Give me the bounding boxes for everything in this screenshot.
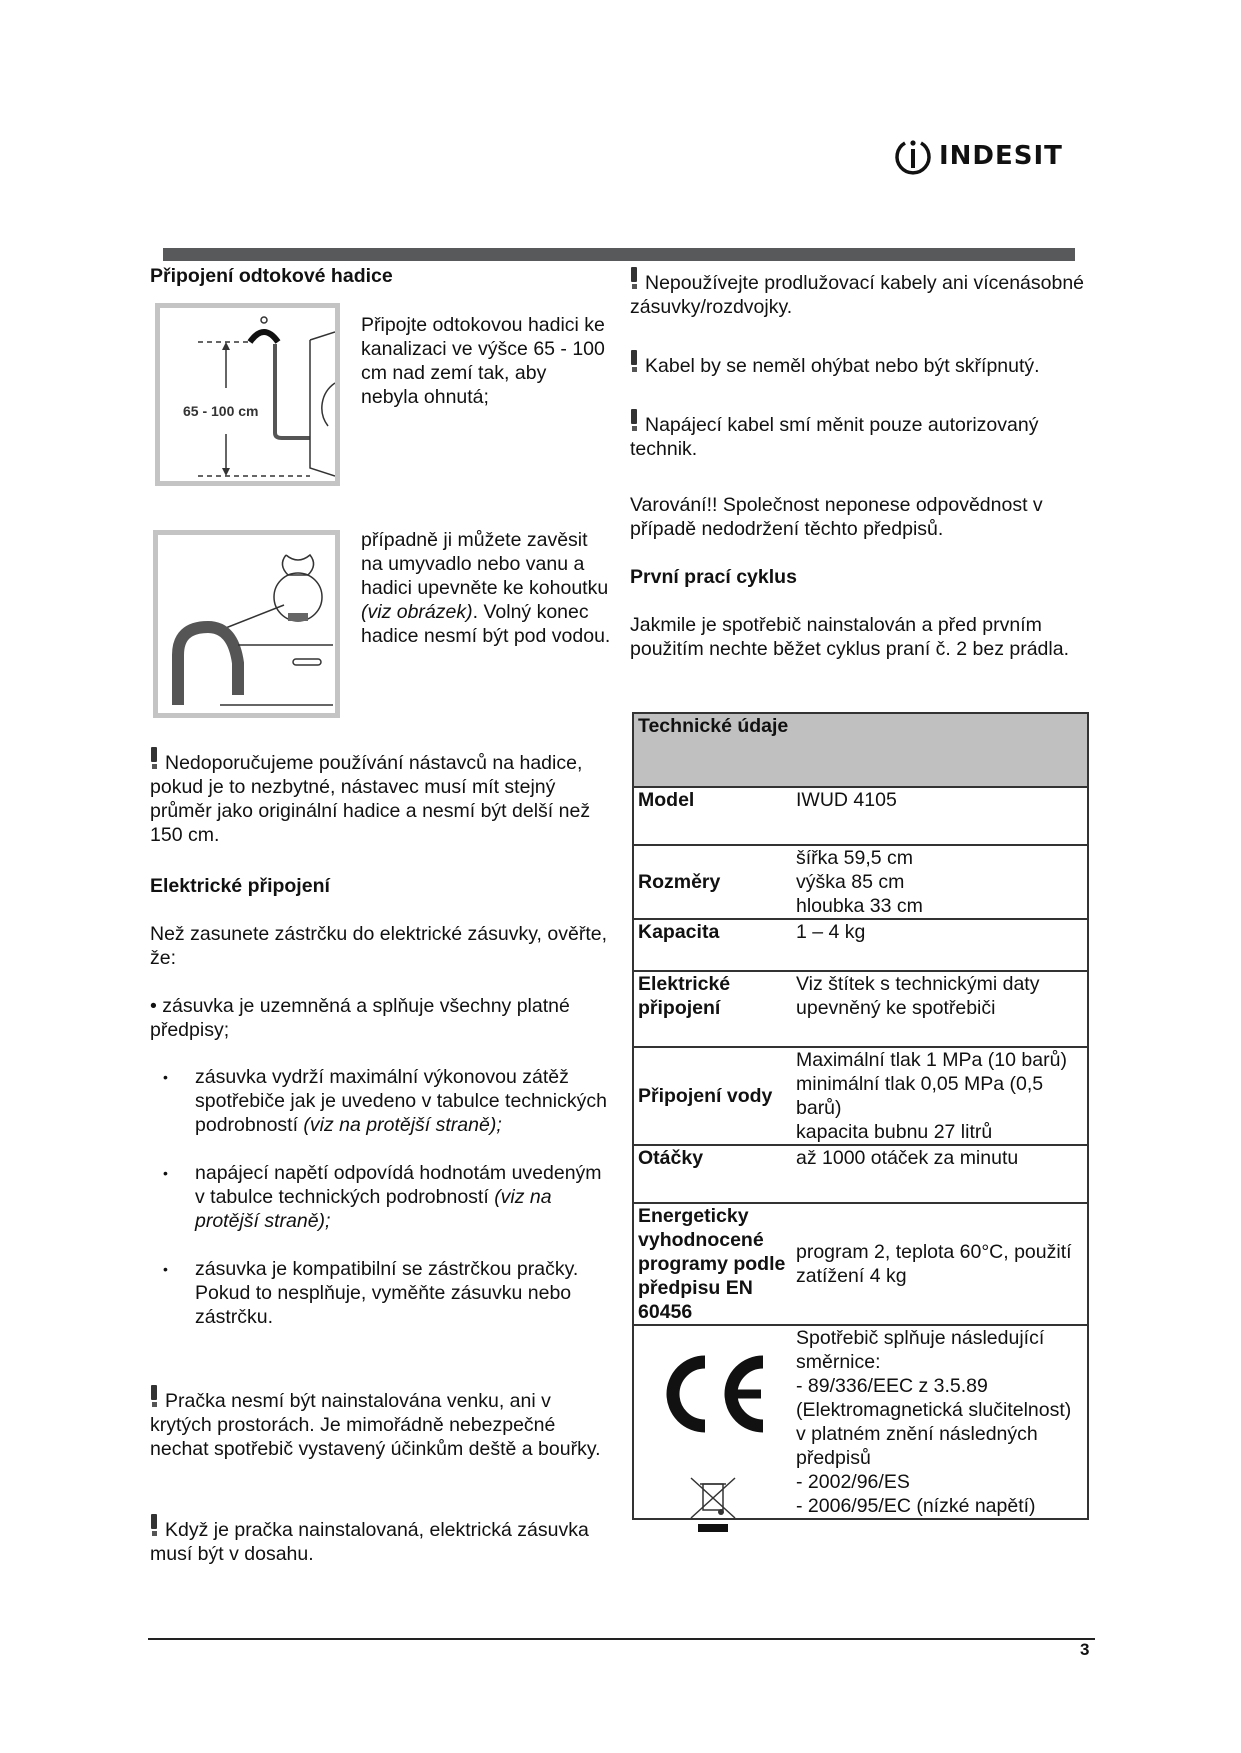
first-cycle-text: Jakmile je spotřebič nainstalován a před prvním použitím nechte běžet cyklus praní č. 2 bez prádla.	[630, 614, 1069, 660]
figure-drain-height	[155, 303, 340, 486]
table-row: Model IWUD 4105	[633, 787, 1088, 845]
exclamation-icon	[630, 350, 639, 374]
warning-cable-replace: Napájecí kabel smí měnit pouze autorizovaný technik.	[630, 409, 1090, 461]
exclamation-icon	[150, 1385, 159, 1409]
sink-hose-diagram	[158, 535, 335, 713]
table-row: Rozměry šířka 59,5 cm výška 85 cm hloubka 33 cm	[633, 845, 1088, 919]
table-row: Připojení vody Maximální tlak 1 MPa (10 barů) minimální tlak 0,05 MPa (0,5 barů) kapacita bubnu 27 litrů	[633, 1047, 1088, 1145]
table-row: Energeticky vyhodnocené programy podle předpisu EN 60456 program 2, teplota 60°C, použití zatížení 4 kg	[633, 1203, 1088, 1325]
list-item: • zásuvka vydrží maximální výkonovou zátěž spotřebiče jak je uvedeno v tabulce technických podrobností (viz na protější straně);	[150, 1065, 610, 1137]
section-title-drain-hose: Připojení odtokové hadice	[150, 265, 393, 287]
list-item: • napájecí napětí odpovídá hodnotám uvedeným v tabulce technických podrobností (viz na protější straně);	[150, 1161, 610, 1233]
section-title-first-cycle: První prací cyklus	[630, 566, 797, 588]
weee-crossed-bin-icon	[688, 1476, 738, 1534]
check-grounded: • zásuvka je uzemněná a splňuje všechny platné předpisy;	[150, 995, 570, 1041]
warning-outdoor: Pračka nesmí být nainstalována venku, ani v krytých prostorách. Je mimořádně nebezpečné nechat spotřebič vystavený účinkům deště a bouřky.	[150, 1385, 610, 1461]
drain-hose-diagram	[160, 308, 335, 481]
electrical-intro: Než zasunete zástrčku do elektrické zásuvky, ověřte, že:	[150, 923, 608, 969]
indesit-i-circle-icon	[893, 136, 933, 176]
table-header-row	[633, 713, 1088, 787]
liability-notice: Varování!! Společnost neponese odpovědnost v případě nedodržení těchto předpisů.	[630, 494, 1043, 540]
warning-extension-cables: Nepoužívejte prodlužovací kabely ani vícenásobné zásuvky/rozdvojky.	[630, 267, 1090, 319]
brand-name: INDESIT	[939, 141, 1063, 171]
height-label: 65 - 100 cm	[183, 403, 259, 419]
table-title: Technické údaje	[633, 713, 1088, 787]
exclamation-icon	[150, 747, 159, 771]
drain-height-caption: Připojte odtokovou hadici ke kanalizaci ve výšce 65 - 100 cm nad zemí tak, aby nebyla ohnutá;	[361, 314, 605, 408]
section-title-electrical: Elektrické připojení	[150, 875, 330, 897]
warning-cable-bend: Kabel by se neměl ohýbat nebo být skřípnutý.	[630, 350, 1090, 378]
list-item: • zásuvka je kompatibilní se zástrčkou pračky. Pokud to nesplňuje, vyměňte zásuvku nebo zástrčku.	[150, 1257, 610, 1329]
exclamation-icon	[630, 409, 639, 433]
warning-extension: Nedoporučujeme používání nástavců na hadice, pokud je to nezbytné, nástavec musí mít stejný průměr jako originální hadice a nesmí být delší než 150 cm.	[150, 747, 615, 847]
warning-reach: Když je pračka nainstalovaná, elektrická zásuvka musí být v dosahu.	[150, 1514, 610, 1566]
table-row: Spotřebič splňuje následující směrnice: - 89/336/EEC z 3.5.89 (Elektromagnetická slučitelnost) v platném znění následných předpisů - 2002/96/ES - 2006/95/EC (nízké napětí)	[633, 1325, 1088, 1519]
figure-sink-hook	[153, 530, 340, 718]
table-row: Elektrické připojení Viz štítek s technickými daty upevněný ke spotřebiči	[633, 971, 1088, 1047]
brand-logo	[893, 134, 1063, 178]
table-row: Otáčky až 1000 otáček za minutu	[633, 1145, 1088, 1203]
ce-mark-icon	[653, 1344, 773, 1494]
page-number: 3	[1080, 1640, 1090, 1659]
exclamation-icon	[150, 1514, 159, 1538]
table-row: Kapacita 1 – 4 kg	[633, 919, 1088, 971]
header-bar	[163, 248, 1075, 261]
electrical-checklist	[150, 1065, 610, 1353]
technical-specs-table	[632, 712, 1089, 1520]
exclamation-icon	[630, 267, 639, 291]
footer-rule	[148, 1638, 1095, 1640]
sink-hook-caption: případně ji můžete zavěsit na umyvadlo nebo vanu a hadici upevněte ke kohoutku (viz obrázek). Volný konec hadice nesmí být pod vodou.	[361, 529, 611, 647]
